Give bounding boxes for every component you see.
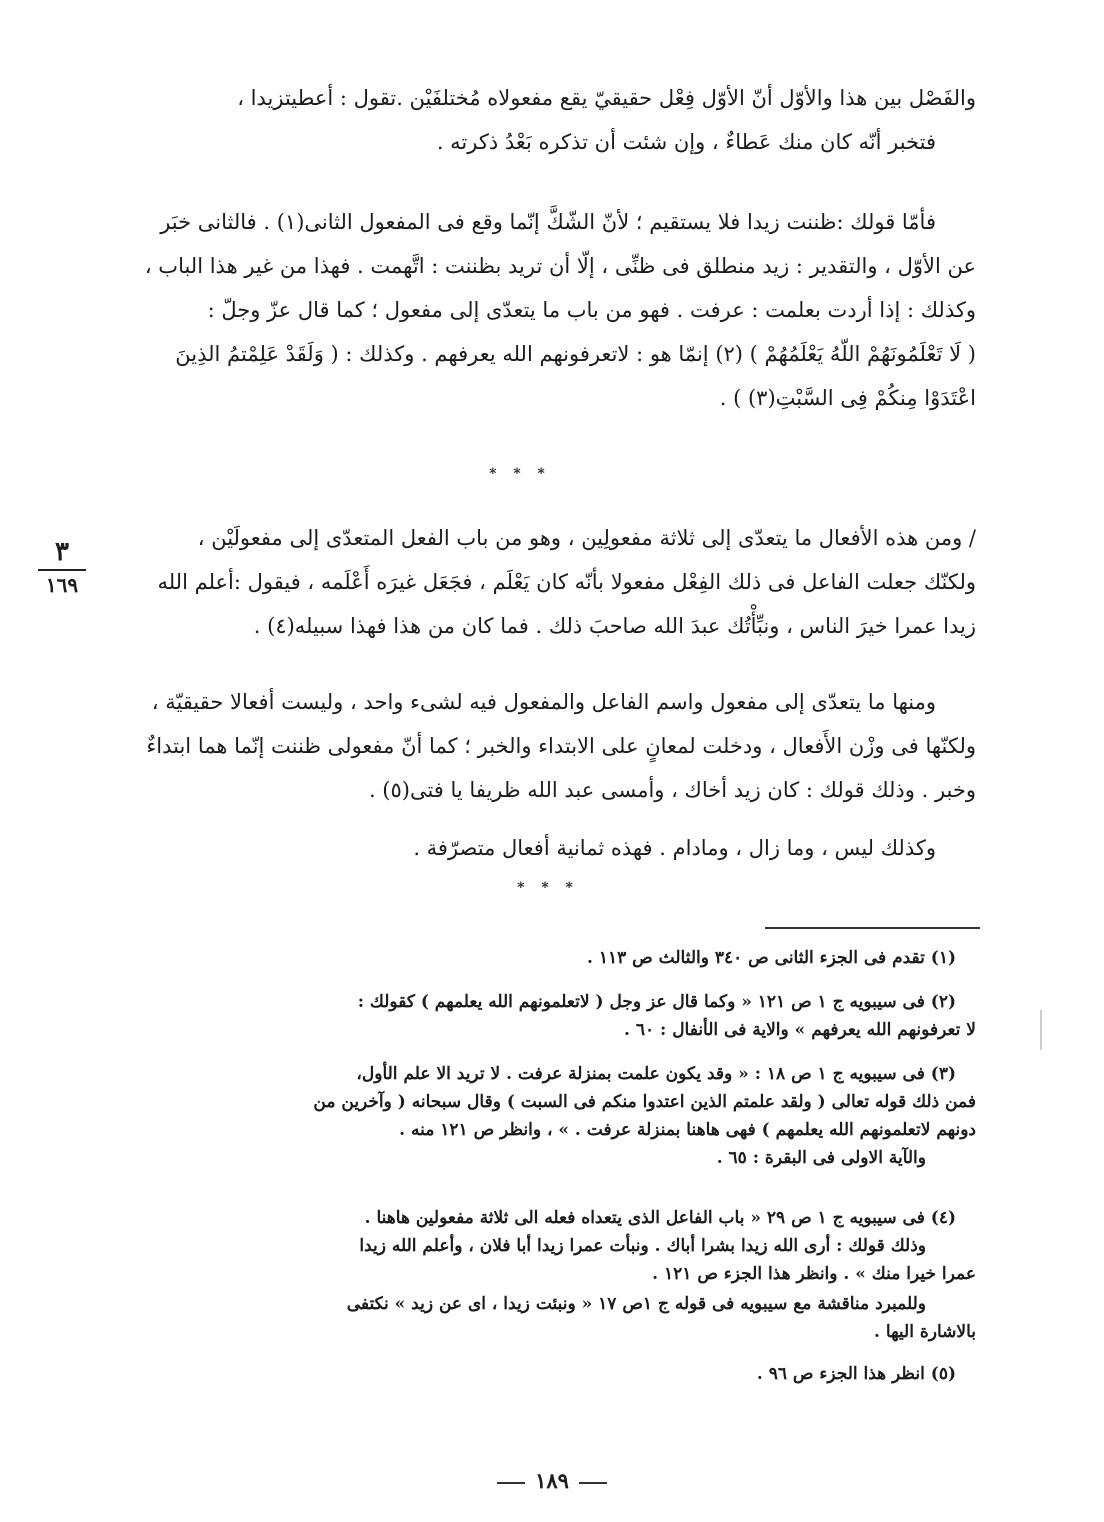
para2-line-3: وكذلك : إذا أردت بعلمت : عرفت . فهو من باب ما يتعدّى إلى مفعول ؛ كما قال عزّ وجلّ :	[207, 298, 976, 322]
margin-reference-divider	[38, 569, 86, 571]
footnote-3-line-4: والآية الاولى فى البقرة : ٦٥ .	[716, 1148, 926, 1168]
scan-artifact-mark	[1040, 1010, 1042, 1050]
footnote-4-line-1: (٤) فى سيبويه ج ١ ص ٢٩ « باب الفاعل الذى يتعداه فعله الى ثلاثة مفعولين هاهنا .	[364, 1208, 956, 1228]
para5-line-1: وكذلك ليس ، وما زال ، ومادام . فهذه ثمانية أفعال متصرّفة .	[413, 836, 936, 860]
para4-line-3: وخبر . وذلك قولك : كان زيد أخاك ، وأمسى عبد الله ظريفا يا فتى(٥) .	[368, 778, 976, 802]
footnote-2-line-2: لا تعرفونهم الله يعرفهم » والاية فى الأنفال : ٦٠ .	[623, 1020, 976, 1040]
para2-line-1: فأمّا قولك :ظننت زيدا فلا يستقيم ؛ لأنّ الشّكَّ إنّما وقع فى المفعول الثانى(١) . فالثانى خبَر	[160, 210, 936, 234]
footnote-4-line-3: عمرا خيرا منك » . وانظر هذا الجزء ص ١٢١ .	[652, 1264, 976, 1284]
footnote-2-line-1: (٢) فى سيبويه ج ١ ص ١٢١ « وكما قال عز وجل ( لاتعلمونهم الله يعلمهم ) كقولك :	[357, 992, 956, 1012]
margin-reference-page: ١٦٩	[45, 573, 79, 597]
para2-line-4: ( لَا تَعْلَمُونَهُمْ اللّهُ يَعْلَمُهُمْ ) (٢) إنمّا هو : لاتعرفونهم الله يعرفهم . وكذلك : ( وَلَقَدْ عَلِمْتمُ الذِينَ	[175, 342, 976, 366]
footnote-4-line-5: بالاشارة اليها .	[874, 1322, 976, 1342]
page-number	[0, 1468, 1104, 1493]
para2-line-2: عن الأوّل ، والتقدير : زيد منطلق فى ظنِّى ، إلّا أن تريد بظننت : اتَّهمت . فهذا من غير هذا الباب ،	[144, 254, 976, 278]
footnote-5-line-1: (٥) انظر هذا الجزء ص ٩٦ .	[756, 1364, 956, 1384]
para2-line-5: اعْتَدَوْا مِنكُمْ فِى السَّبْتِ(٣) ) .	[719, 386, 976, 410]
footnote-3-line-1: (٣) فى سيبويه ج ١ ص ١٨ : « وقد يكون علمت بمنزلة عرفت . لا تريد الا علم الأول،	[356, 1064, 956, 1084]
page-number-dash-left	[497, 1482, 525, 1484]
footnotes	[126, 944, 976, 1444]
section-separator-2: * * *	[517, 880, 579, 896]
para3-line-3: زيدا عمرا خيرَ الناس ، ونبِّأْتُك عبدَ الله صاحبَ ذلك . فما كان من هذا فهذا سبيله(٤) .	[253, 614, 976, 638]
page-number-dash-right	[579, 1482, 607, 1484]
main-text-2	[126, 516, 976, 876]
footnote-3-line-3: دونهم لاتعلمونهم الله يعلمهم ) فهى هاهنا بمنزلة عرفت . » ، وانظر ص ١٢١ منه .	[399, 1120, 976, 1140]
para1-line-2: فتخبر أنّه كان منك عَطاءٌ ، وإن شئت أن تذكره بَعْدُ ذكرته .	[436, 130, 936, 154]
footnote-4-line-4: وللمبرد مناقشة مع سيبويه فى قوله ج ١ص ١٧ « ونبئت زيدا ، اى عن زيد » نكتفى	[346, 1294, 926, 1314]
para3-line-1: / ومن هذه الأفعال ما يتعدّى إلى ثلاثة مفعولِين ، وهو من باب الفعل المتعدّى إلى مفعولَيْن ،	[197, 526, 976, 550]
page-number-value: ١٨٩	[535, 1468, 569, 1493]
footnote-3-line-2: فمن ذلك قوله تعالى ( ولقد علمتم الذين اعتدوا منكم فى السبت ) وقال سبحانه ( وآخرين من	[313, 1092, 976, 1112]
footnote-4-line-2: وذلك قولك : أرى الله زيدا بشرا أباك . ونبأت عمرا زيدا أبا فلان ، وأعلم الله زيدا	[359, 1236, 926, 1256]
margin-page-reference	[32, 537, 92, 597]
footnote-1-line-1: (١) تقدم فى الجزء الثانى ص ٣٤٠ والثالث ص ١١٣ .	[587, 948, 956, 968]
footnote-separator	[765, 927, 980, 929]
para1-line-1: والفَصْل بين هذا والأوّل أنّ الأوّل فِعْل حقيقيّ يقع مفعولاه مُختلفَيْن .تقول : أعطيتزيدا ،	[237, 86, 976, 110]
para3-line-2: ولكنّك جعلت الفاعل فى ذلك الفِعْل مفعولا بأنّه كان يَعْلَم ، فجَعَل غيرَه أَعْلَمه ، فيقول :أعلم الله	[157, 570, 976, 594]
para4-line-1: ومنها ما يتعدّى إلى مفعول واسم الفاعل والمفعول فيه لشىء واحد ، وليست أفعالا حقيقيّة ،	[151, 690, 936, 714]
margin-reference-part: ٣	[55, 537, 69, 567]
para4-line-2: ولكنّها فى وزْن الأَفعال ، ودخلت لمعانٍ على الابتداء والخبر ؛ كما أنّ مفعولى ظننت إنّما هما ابتداءٌ	[146, 734, 976, 758]
main-text	[126, 76, 976, 476]
section-separator-1: * * *	[489, 466, 551, 482]
